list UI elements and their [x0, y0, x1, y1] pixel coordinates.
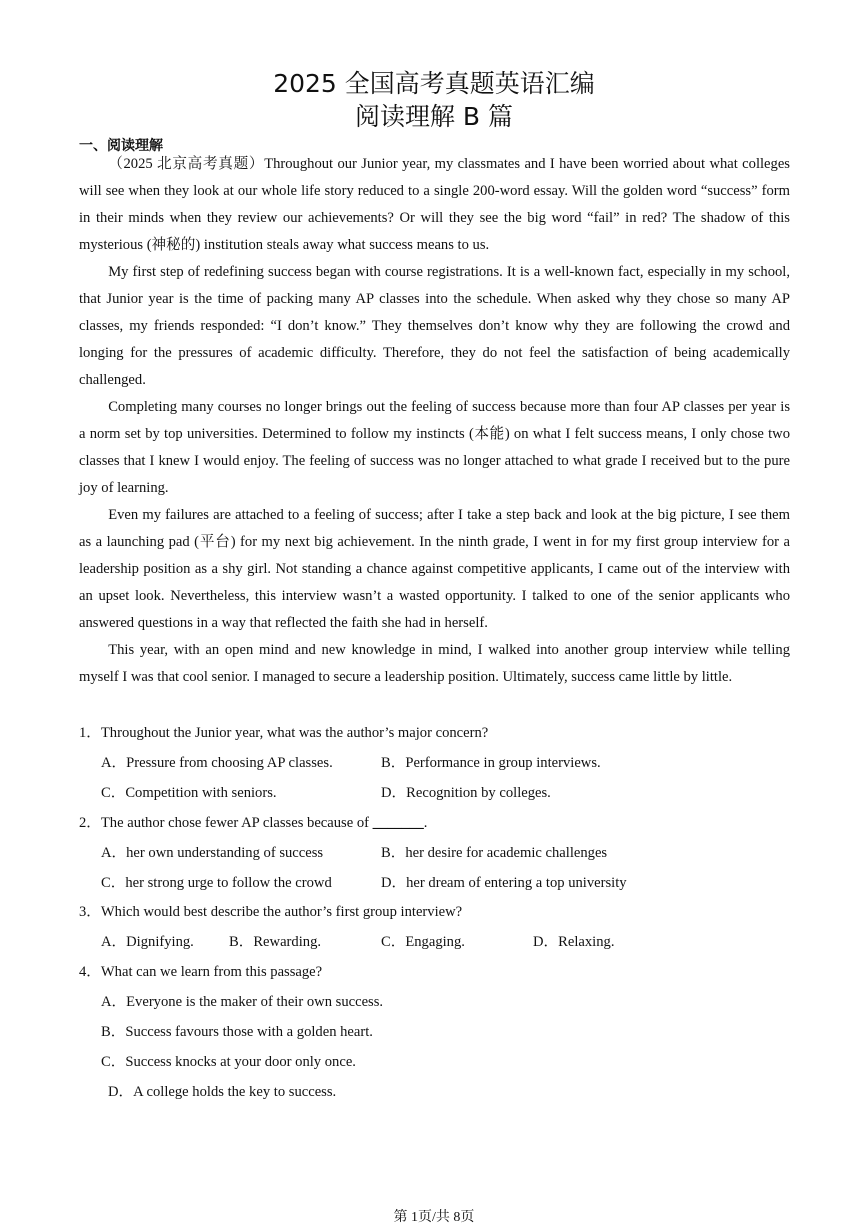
question-1-stem: 1．Throughout the Junior year, what was the author’s major concern? — [79, 725, 489, 741]
question-2-option-a: A．her own understanding of success — [101, 845, 324, 861]
question-3-option-b: B．Rewarding. — [229, 934, 322, 950]
section-heading: 一、阅读理解 — [79, 138, 163, 154]
question-1-option-c: C．Competition with seniors. — [101, 785, 277, 801]
passage-paragraph: My first step of redefining success began with course registrations. It is a well-known fact, especially in my school, that Junior year is the time of packing many AP classes into the schedule. When asked why they chose so many AP classes, my friends responded: “I don’t know.” They themselves don’t know why they are following the crowd and longing for the pressures of academic difficulty. Therefore, they do not feel the satisfaction of being academically challenged. — [79, 264, 790, 388]
page-title: 2025 全国高考真题英语汇编 — [273, 69, 595, 98]
passage-paragraph: Even my failures are attached to a feeling of success; after I take a step back and look at the big picture, I see them as a launching pad (平台) for my next big achievement. In the ninth grade, I went in for my first group interview for a leadership position as a shy girl. Not standing a chance against competitive applicants, I came out of the interview with an upset look. Nevertheless, this interview wasn’t a wasted opportunity. I talked to one of the senior applicants who answered questions in a way that reflected the faith she had in herself. — [79, 507, 790, 631]
question-3-option-c: C．Engaging. — [381, 934, 465, 950]
page-footer: 第 1页/共 8页 — [393, 1210, 475, 1225]
question-4-option-a: A．Everyone is the maker of their own success. — [101, 994, 384, 1010]
reading-passage — [79, 151, 790, 691]
question-2-stem — [79, 813, 427, 833]
question-2-option-b: B．her desire for academic challenges — [381, 845, 608, 861]
question-2-stem-end: . — [423, 815, 428, 831]
question-1-option-b: B．Performance in group interviews. — [381, 755, 601, 771]
question-3-option-d: D．Relaxing. — [533, 934, 615, 950]
passage-paragraph: This year, with an open mind and new knowledge in mind, I walked into another group interview while telling myself I was that cool senior. I managed to secure a leadership position. Ultimately, success came little by little. — [79, 642, 790, 685]
question-3-option-a: A．Dignifying. — [101, 934, 194, 950]
passage-paragraph: （2025 北京高考真题）Throughout our Junior year, my classmates and I have been worried about what colleges will see when they look at our whole life story reduced to a single 200-word essay. Will the golden word “success” form in their minds when they review our achievements? Or will they see the big word “fail” in red? The shadow of this mysterious (神秘的) institution steals away what success means to us. — [79, 156, 790, 253]
question-1-option-d: D．Recognition by colleges. — [381, 785, 551, 801]
question-2-option-c: C．her strong urge to follow the crowd — [101, 875, 332, 891]
question-2-blank: _______ — [372, 815, 424, 831]
question-4-option-c: C．Success knocks at your door only once. — [101, 1054, 356, 1070]
question-4-stem: 4．What can we learn from this passage? — [79, 964, 323, 980]
question-1-option-a: A．Pressure from choosing AP classes. — [101, 755, 333, 771]
question-3-stem: 3．Which would best describe the author’s first group interview? — [79, 904, 463, 920]
question-2-stem-text: 2．The author chose fewer AP classes because of — [79, 815, 373, 831]
passage-paragraph: Completing many courses no longer brings out the feeling of success because more than four AP classes per year is a norm set by top universities. Determined to follow my instincts (本能) on what I felt success means, I only chose two classes that I knew I would enjoy. The feeling of success was no longer attached to what grade I received but to the pure joy of learning. — [79, 399, 790, 496]
page-subtitle: 阅读理解 B 篇 — [354, 102, 514, 131]
question-2-option-d: D．her dream of entering a top university — [381, 875, 627, 891]
question-4-option-b: B．Success favours those with a golden heart. — [101, 1024, 373, 1040]
question-4-option-d: D．A college holds the key to success. — [108, 1084, 337, 1100]
